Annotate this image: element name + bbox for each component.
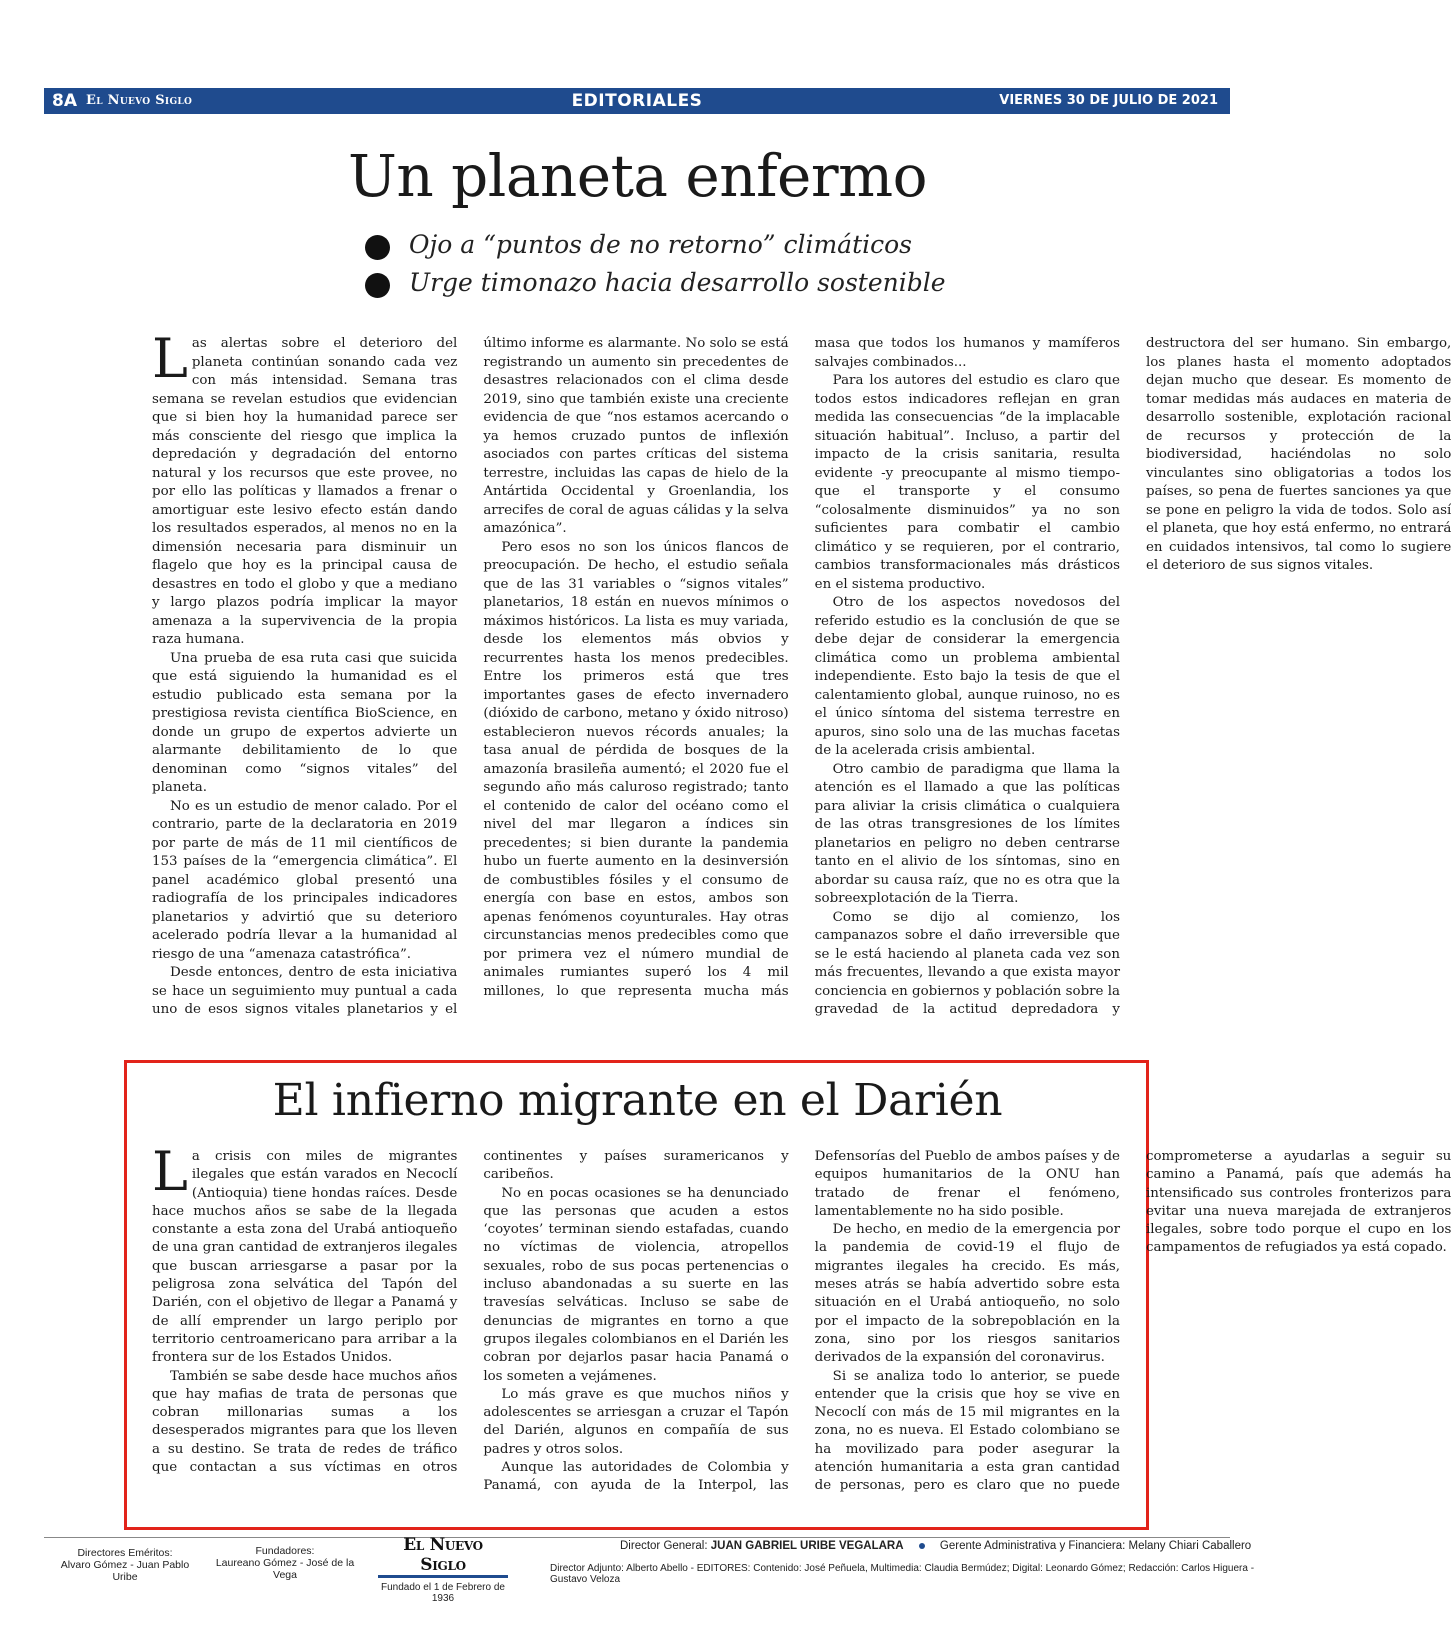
footer-divider	[44, 1537, 1230, 1538]
separator-dot-icon	[919, 1543, 925, 1549]
bullet-item	[365, 266, 946, 304]
body-paragraph: Pero esos no son los únicos flancos de preocupación. De hecho, el estudio señala que de las 31 variables o “signos vitales” planetarios, 18 están en nuevos mínimos o máximos históricos. La lista es muy variada, desde los elementos más obvios y recurrentes hasta los menos predecibles. Entre los primeros está que tres importantes gases de efecto invernadero (dióxido de carbono, metano y óxido nitroso) establecieron nuevos récords anuales; la tasa anual de pérdida de bosques de la amazonía brasileña aumentó; el 2020 fue el segundo año más caluroso registrado; tanto el contenido de calor del océano como el nivel del mar llegaron a índices sin precedentes; si bien durante la pandemia hubo un fuerte aumento en la desinversión de combustibles fósiles y el consumo de energía con base en estos, ambos son apenas fenómenos coyunturales. Hay otras circunstancias menos predecibles como que por primera vez el número mundial de animales rumiantes superó los 4 mil millones, lo que representa mucha más masa que todos los humanos y mamíferos salvajes combinados...	[483, 336, 1120, 999]
director-name: JUAN GABRIEL URIBE VEGALARA	[710, 1540, 904, 1552]
body-paragraph: De hecho, en medio de la emergencia por la pandemia de covid-19 el flujo de migrantes ilegales ha crecido. Es más, meses atrás se había advertido sobre esta situación en el Urabá antioqueño, no solo por el impacto de la sobrepoblación en la zona, sino por los riesgos sanitarios derivados de la expansión del coronavirus.	[814, 1222, 1120, 1366]
fundadores-names: Laureano Gómez - José de la Vega	[215, 1557, 355, 1581]
masthead-logo: El Nuevo Siglo	[378, 1535, 508, 1578]
body-paragraph: Para los autores del estudio es claro que todos estos indicadores reflejan en gran medida las consecuencias “de la implacable situación habitual”. Incluso, a partir del impacto de la crisis sanitaria, resulta evidente -y preocupante al mismo tiempo- que el transporte y el consumo “colosalmente disminuidos” ya no son suficientes para combatir el cambio climático y se requieren, por el contrario, cambios transformacionales más drásticos en el sistema productivo.	[814, 373, 1120, 592]
director-label: Director General:	[620, 1540, 708, 1552]
body-paragraph: Lo más grave es que muchos niños y adolescentes se arriesgan a cruzar el Tapón del Darién, algunos en compañía de sus padres y otros solos.	[483, 1386, 789, 1457]
editorial-2-body	[152, 1140, 1451, 1513]
footer-masthead	[378, 1535, 508, 1604]
body-paragraph: Si se analiza todo lo anterior, se puede entender que la crisis que hoy se vive en Necoclí con más de 15 mil migrantes en la zona, no es nueva. El Estado colombiano se ha movilizado para poder asegurar la atención humanitaria a esta gran cantidad de personas, pero es claro que no puede comprometerse a ayudarlas a seguir su camino a Panamá, país que además ha intensificado sus controles fronterizos para evitar una nueva marejada de extranjeros ilegales, sobre todo porque el cupo en los campamentos de refugiados ya está copado.	[814, 1149, 1451, 1494]
body-paragraph: Como se dijo al comienzo, los campanazos sobre el daño irreversible que se le está haciendo al planeta cada vez son más frecuentes, llevando a que exista mayor conciencia en gobiernos y población sobre la gravedad de la actitud depredadora y destructora del ser humano. Sin embargo, los planes hasta el momento adoptados dejan mucho que desear. Es momento de tomar medidas más audaces en materia de desarrollo sostenible, explotación racional de recursos y protección de la biodiversidad, haciéndolas no solo vinculantes sino obligatorias a todos los países, so pena de fuertes sanciones ya que se pone en peligro la vida de todos. Solo así el planeta, que hoy está enfermo, no entrará en cuidados intensivos, tal como lo sugiere el deterioro de sus signos vitales.	[814, 336, 1451, 1017]
body-paragraph: Las alertas sobre el deterioro del planeta continúan sonando cada vez con más intensidad. Semana tras semana se revelan estudios que evidencian que si bien hoy la humanidad parece ser más consciente del riesgo que implica la depredación y degradación del entorno natural y los recursos que este provee, no por ello las políticas y llamados a frenar o amortiguar este lesivo efecto están dando los resultados esperados, al menos no en la dimensión necesaria para disminuir un flagelo que hoy es la principal causa de desastres en todo el globo y que a mediano y largo plazos podría implicar la mayor amenaza a la supervivencia de la propia raza humana.	[152, 327, 458, 647]
body-paragraph: Desde entonces, dentro de esta iniciativa se hace un seguimiento muy puntual a cada uno de esos signos vitales planetarios y el último informe es alarmante. No solo se está registrando un aumento sin precedentes de desastres relacionados con el clima desde 2019, sino que también existe una creciente evidencia de que “nos estamos acercando o ya hemos cruzado puntos de inflexión asociados con partes críticas del sistema terrestre, incluidas las capas de hielo de la Antártida Occidental y Groenlandia, los arrecifes de coral de aguas cálidas y la selva amazónica”.	[152, 336, 789, 1017]
founded-date: Fundado el 1 de Febrero de 1936	[381, 1582, 505, 1604]
emeritos-label: Directores Eméritos:	[77, 1547, 173, 1559]
page-number: 8A	[52, 91, 77, 111]
section-header-bar	[44, 88, 1230, 114]
manager-label: Gerente Administrativa y Financiera:	[939, 1540, 1126, 1552]
emeritos-names: Alvaro Gómez - Juan Pablo Uribe	[60, 1559, 190, 1583]
bullet-text: Ojo a “puntos de no retorno” climáticos	[409, 230, 913, 259]
editorial-1-title: Un planeta enfermo	[347, 142, 928, 210]
body-paragraph: Otro cambio de paradigma que llama la atención es el llamado a que las políticas para aliviar la crisis climática o cualquiera de las otras transgresiones de los límites planetarios en peligro no deben centrarse tanto en el alivio de los síntomas, sino en abordar su causa raíz, que no es otra que la sobreexplotación de la Tierra.	[814, 761, 1120, 906]
section-title: EDITORIALES	[571, 91, 703, 111]
footer-emeritos	[50, 1547, 200, 1583]
bullet-dot-icon	[365, 273, 390, 298]
fundadores-label: Fundadores:	[255, 1545, 315, 1557]
editorial-1-bullets	[365, 228, 946, 304]
body-paragraph: No en pocas ocasiones se ha denunciado que las personas que acuden a estos ‘coyotes’ terminan siendo estafadas, cuando no víctimas de violencia, atropellos sexuales, robo de sus pocas pertenencias o incluso abandonadas a su suerte en las travesías selváticas. Incluso se sabe de denuncias de migrantes en torno a que grupos ilegales colombianos en el Darién les cobran por dejarlos pasar hacia Panamá o los someten a vejámenes.	[483, 1185, 789, 1384]
drop-cap: L	[152, 327, 188, 390]
body-paragraph: Una prueba de esa ruta casi que suicida que está siguiendo la humanidad es el estudio publicado esta semana por la prestigiosa revista científica BioScience, en donde un grupo de expertos advierte un alarmante debilitamiento de lo que denominan como “signos vitales” del planeta.	[152, 650, 458, 795]
bullet-dot-icon	[365, 235, 390, 260]
bullet-item	[365, 228, 946, 266]
body-paragraph: Otro de los aspectos novedosos del referido estudio es la conclusión de que se debe dejar de considerar la emergencia climática como un problema ambiental independiente. Esto bajo la tesis de que el calentamiento global, aunque ruinoso, no es el único síntoma del sistema terrestre en apuros, sino solo una de las muchas facetas de la acelerada crisis ambiental.	[814, 595, 1120, 758]
body-paragraph: Aunque las autoridades de Colombia y Panamá, con ayuda de la Interpol, las Defensorías del Pueblo de ambos países y de equipos humanitarios de la ONU han tratado de frenar el fenómeno, lamentablemente no ha sido posible.	[483, 1149, 1120, 1494]
paper-name: El Nuevo Siglo	[86, 93, 193, 108]
body-paragraph: No es un estudio de menor calado. Por el contrario, parte de la declaratoria en 2019 por parte de más de 11 mil científicos de 153 países de la “emergencia climática”. El panel académico global presentó una radiografía de los principales indicadores planetarios y advirtió que su deterioro acelerado podría llevar a la humanidad al riesgo de una “amenaza catastrófica”.	[152, 798, 458, 962]
footer-fundadores	[205, 1545, 365, 1581]
footer-director-line	[620, 1540, 1251, 1552]
drop-cap: L	[152, 1140, 188, 1203]
body-paragraph: También se sabe desde hace muchos años que hay mafias de trata de personas que cobran millonarias sumas a los desesperados migrantes para que los lleven a su destino. Se trata de redes de tráfico que contactan a sus víctimas en otros continentes y países suramericanos y caribeños.	[152, 1149, 789, 1476]
bullet-text: Urge timonazo hacia desarrollo sostenible	[409, 268, 946, 297]
editorial-2-title: El infierno migrante en el Darién	[272, 1075, 1003, 1126]
body-paragraph: La crisis con miles de migrantes ilegales que están varados en Necoclí (Antioquia) tiene hondas raíces. Desde hace muchos años se sabe de la llegada constante a esta zona del Urabá antioqueño de una gran cantidad de extranjeros ilegales que buscan arriesgarse a pasar por la peligrosa zona selvática del Tapón del Darién, con el objetivo de llegar a Panamá y de allí emprender un largo periplo por territorio centroamericano para arribar a la frontera sur de los Estados Unidos.	[152, 1140, 458, 1366]
editorial-1-body	[152, 327, 1451, 1035]
issue-date: VIERNES 30 DE JULIO DE 2021	[999, 93, 1218, 108]
footer-editors-line: Director Adjunto: Alberto Abello - EDITORES: Contenido: José Peñuela, Multimedia: Claudia Bermúdez; Digital: Leonardo Gómez; Redacción: Carlos Higuera - Gustavo Veloza	[550, 1563, 1255, 1585]
manager-name: Melany Chiari Caballero	[1128, 1540, 1252, 1552]
